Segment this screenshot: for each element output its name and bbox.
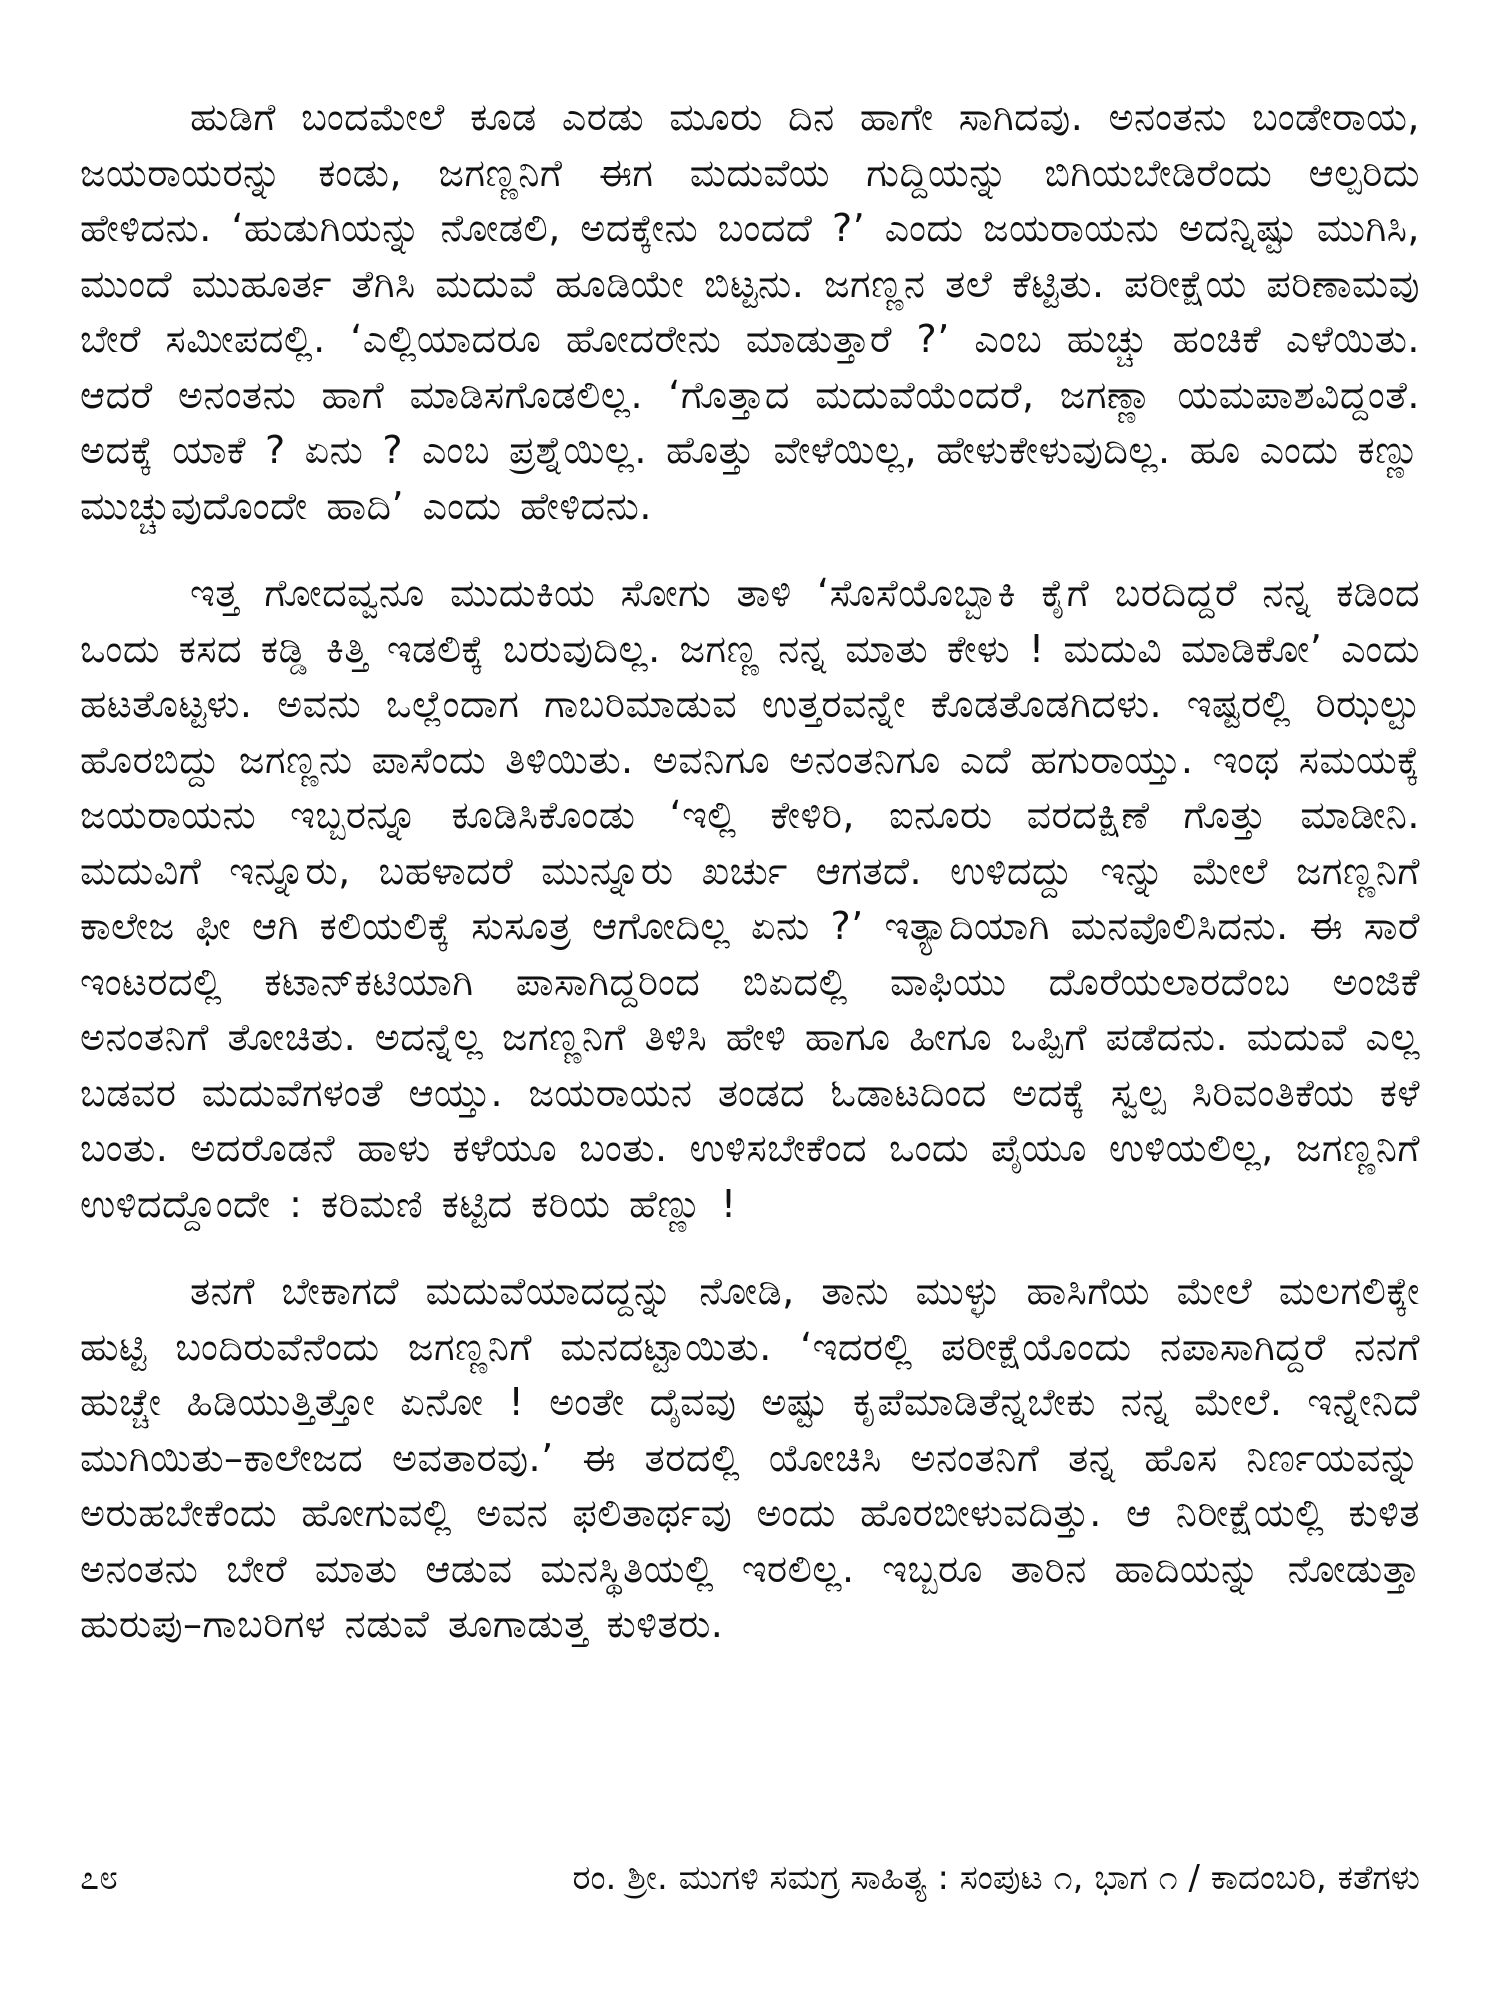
book-page — [80, 90, 1420, 1970]
page-number: ೭೮ — [80, 1858, 119, 1898]
paragraph-1: ಹುಡಿಗೆ ಬಂದಮೇಲೆ ಕೂಡ ಎರಡು ಮೂರು ದಿನ ಹಾಗೇ ಸಾಗಿದವು. ಅನಂತನು ಬಂಡೇರಾಯ, ಜಯರಾಯರನ್ನು ಕಂಡು, ಜಗಣ್ಣನಿಗೆ ಈಗ ಮದುವೆಯ ಗುದ್ದಿಯನ್ನು ಬಿಗಿಯಬೇಡಿರೆಂದು ಆಲ್ಪರಿದು ಹೇಳಿದನು. ‘ಹುಡುಗಿಯನ್ನು ನೋಡಲಿ, ಅದಕ್ಕೇನು ಬಂದದೆ ?’ ಎಂದು ಜಯರಾಯನು ಅದನ್ನಿಷ್ಟು ಮುಗಿಸಿ, ಮುಂದೆ ಮುಹೂರ್ತ ತೆಗಿಸಿ ಮದುವೆ ಹೂಡಿಯೇ ಬಿಟ್ಟನು. ಜಗಣ್ಣನ ತಲೆ ಕೆಟ್ಟಿತು. ಪರೀಕ್ಷೆಯ ಪರಿಣಾಮವು ಬೇರೆ ಸಮೀಪದಲ್ಲಿ. ‘ಎಲ್ಲಿಯಾದರೂ ಹೋದರೇನು ಮಾಡುತ್ತಾರೆ ?’ ಎಂಬ ಹುಚ್ಚು ಹಂಚಿಕೆ ಎಳೆಯಿತು. ಆದರೆ ಅನಂತನು ಹಾಗೆ ಮಾಡಿಸಗೊಡಲಿಲ್ಲ. ‘ಗೊತ್ತಾದ ಮದುವೆಯೆಂದರೆ, ಜಗಣ್ಣಾ ಯಮಪಾಶವಿದ್ದಂತೆ. ಅದಕ್ಕೆ ಯಾಕೆ ? ಏನು ? ಎಂಬ ಪ್ರಶ್ನೆಯಿಲ್ಲ. ಹೊತ್ತು ವೇಳೆಯಿಲ್ಲ, ಹೇಳುಕೇಳುವುದಿಲ್ಲ. ಹೂ ಎಂದು ಕಣ್ಣು ಮುಚ್ಚುವುದೊಂದೇ ಹಾದಿ’ ಎಂದು ಹೇಳಿದನು. — [80, 95, 1420, 528]
paragraph-2: ಇತ್ತ ಗೋದವ್ವನೂ ಮುದುಕಿಯ ಸೋಗು ತಾಳಿ ‘ಸೊಸೆಯೊಬ್ಬಾಕಿ ಕೈಗೆ ಬರದಿದ್ದರೆ ನನ್ನ ಕಡಿಂದ ಒಂದು ಕಸದ ಕಡ್ಡಿ ಕಿತ್ತಿ ಇಡಲಿಕ್ಕೆ ಬರುವುದಿಲ್ಲ. ಜಗಣ್ಣ ನನ್ನ ಮಾತು ಕೇಳು ! ಮದುವಿ ಮಾಡಿಕೋ’ ಎಂದು ಹಟತೊಟ್ಟಳು. ಅವನು ಒಲ್ಲೆಂದಾಗ ಗಾಬರಿಮಾಡುವ ಉತ್ತರವನ್ನೇ ಕೊಡತೊಡಗಿದಳು. ಇಷ್ಟರಲ್ಲಿ ರಿಝಲ್ಟು ಹೊರಬಿದ್ದು ಜಗಣ್ಣನು ಪಾಸೆಂದು ತಿಳಿಯಿತು. ಅವನಿಗೂ ಅನಂತನಿಗೂ ಎದೆ ಹಗುರಾಯ್ತು. ಇಂಥ ಸಮಯಕ್ಕೆ ಜಯರಾಯನು ಇಬ್ಬರನ್ನೂ ಕೂಡಿಸಿಕೊಂಡು ‘ಇಲ್ಲಿ ಕೇಳಿರಿ, ಐನೂರು ವರದಕ್ಷಿಣೆ ಗೊತ್ತು ಮಾಡೀನಿ. ಮದುವಿಗೆ ಇನ್ನೂರು, ಬಹಳಾದರೆ ಮುನ್ನೂರು ಖರ್ಚು ಆಗತದೆ. ಉಳಿದದ್ದು ಇನ್ನು ಮೇಲೆ ಜಗಣ್ಣನಿಗೆ ಕಾಲೇಜ ಫೀ ಆಗಿ ಕಲಿಯಲಿಕ್ಕೆ ಸುಸೂತ್ರ ಆಗೋದಿಲ್ಲ ಏನು ?’ ಇತ್ಯಾದಿಯಾಗಿ ಮನವೊಲಿಸಿದನು. ಈ ಸಾರೆ ಇಂಟರದಲ್ಲಿ ಕಟಾನ್‌ಕಟಿಯಾಗಿ ಪಾಸಾಗಿದ್ದರಿಂದ ಬಿಏದಲ್ಲಿ ವಾಫಿಯು ದೊರೆಯಲಾರದೆಂಬ ಅಂಜಿಕೆ ಅನಂತನಿಗೆ ತೋಚಿತು. ಅದನ್ನೆಲ್ಲ ಜಗಣ್ಣನಿಗೆ ತಿಳಿಸಿ ಹೇಳಿ ಹಾಗೂ ಹೀಗೂ ಒಪ್ಪಿಗೆ ಪಡೆದನು. ಮದುವೆ ಎಲ್ಲ ಬಡವರ ಮದುವೆಗಳಂತೆ ಆಯ್ತು. ಜಯರಾಯನ ತಂಡದ ಓಡಾಟದಿಂದ ಅದಕ್ಕೆ ಸ್ವಲ್ಪ ಸಿರಿವಂತಿಕೆಯ ಕಳೆ ಬಂತು. ಅದರೊಡನೆ ಹಾಳು ಕಳೆಯೂ ಬಂತು. ಉಳಿಸಬೇಕೆಂದ ಒಂದು ಪೈಯೂ ಉಳಿಯಲಿಲ್ಲ, ಜಗಣ್ಣನಿಗೆ ಉಳಿದದ್ದೊಂದೇ : ಕರಿಮಣಿ ಕಟ್ಟಿದ ಕರಿಯ ಹೆಣ್ಣು ! — [80, 571, 1420, 1226]
page-footer — [80, 1848, 1420, 1908]
paragraph-3: ತನಗೆ ಬೇಕಾಗದೆ ಮದುವೆಯಾದದ್ದನ್ನು ನೋಡಿ, ತಾನು ಮುಳ್ಳು ಹಾಸಿಗೆಯ ಮೇಲೆ ಮಲಗಲಿಕ್ಕೇ ಹುಟ್ಟಿ ಬಂದಿರುವೆನೆಂದು ಜಗಣ್ಣನಿಗೆ ಮನದಟ್ಟಾಯಿತು. ‘ಇದರಲ್ಲಿ ಪರೀಕ್ಷೆಯೊಂದು ನಪಾಸಾಗಿದ್ದರೆ ನನಗೆ ಹುಚ್ಚೇ ಹಿಡಿಯುತ್ತಿತ್ತೋ ಏನೋ ! ಅಂತೇ ದೈವವು ಅಷ್ಟು ಕೃಪೆಮಾಡಿತೆನ್ನಬೇಕು ನನ್ನ ಮೇಲೆ. ಇನ್ನೇನಿದೆ ಮುಗಿಯಿತು–ಕಾಲೇಜದ ಅವತಾರವು.’ ಈ ತರದಲ್ಲಿ ಯೋಚಿಸಿ ಅನಂತನಿಗೆ ತನ್ನ ಹೊಸ ನಿರ್ಣಯವನ್ನು ಅರುಹಬೇಕೆಂದು ಹೋಗುವಲ್ಲಿ ಅವನ ಫಲಿತಾರ್ಥವು ಅಂದು ಹೊರಬೀಳುವದಿತ್ತು. ಆ ನಿರೀಕ್ಷೆಯಲ್ಲಿ ಕುಳಿತ ಅನಂತನು ಬೇರೆ ಮಾತು ಆಡುವ ಮನಸ್ಥಿತಿಯಲ್ಲಿ ಇರಲಿಲ್ಲ. ಇಬ್ಬರೂ ತಾರಿನ ಹಾದಿಯನ್ನು ನೋಡುತ್ತಾ ಹುರುಪು–ಗಾಬರಿಗಳ ನಡುವೆ ತೂಗಾಡುತ್ತ ಕುಳಿತರು. — [80, 1269, 1420, 1646]
running-head: ರಂ. ಶ್ರೀ. ಮುಗಳಿ ಸಮಗ್ರ ಸಾಹಿತ್ಯ : ಸಂಪುಟ ೧, ಭಾಗ ೧ / ಕಾದಂಬರಿ, ಕತೆಗಳು — [572, 1858, 1420, 1898]
